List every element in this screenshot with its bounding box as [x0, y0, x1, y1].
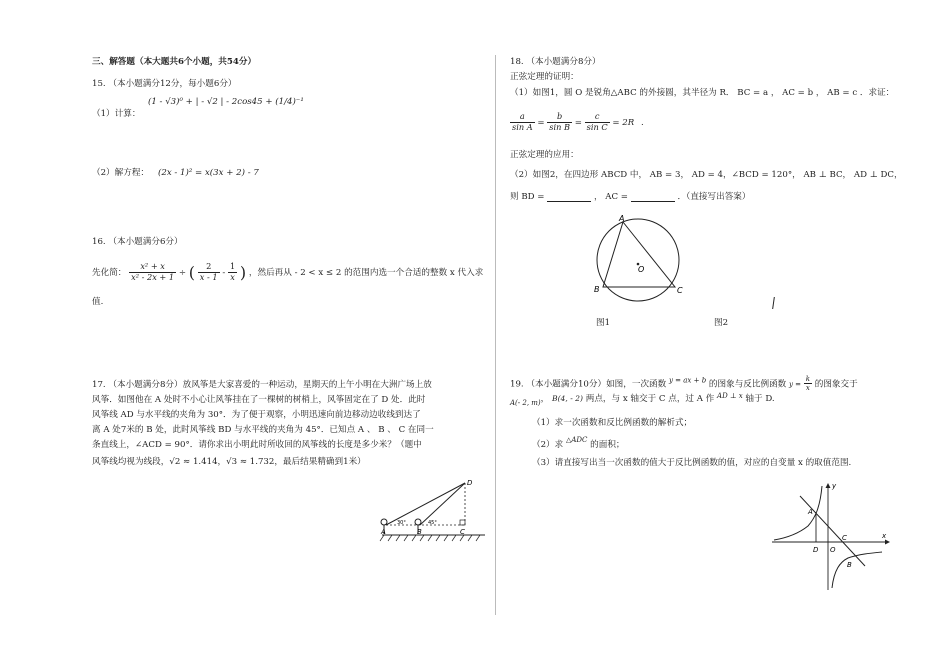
fig1-label-A: A — [619, 214, 625, 223]
q16-frac-a-num: 2 — [198, 262, 220, 273]
fig2-mark — [772, 297, 775, 309]
graph-label-C: C — [842, 534, 847, 542]
q16-frac-a — [198, 262, 220, 283]
fig1-label-O: O — [638, 265, 645, 274]
graph-label-x: x — [882, 532, 887, 540]
q19-item2-triangle: △ADC — [565, 436, 588, 444]
x-axis-arrow — [885, 540, 890, 545]
q16-frac-num: x² + x — [129, 262, 176, 273]
hyperbola-branch-upper-left — [774, 486, 822, 540]
q15-part2-label: （2）解方程： — [92, 168, 150, 178]
q19-line1-c: 的图象与反比例函数 — [708, 379, 787, 390]
graph-label-D: D — [813, 546, 819, 554]
kite-label-B: B — [417, 528, 422, 536]
q19-line1-f: 的图象交于 — [814, 379, 858, 390]
linear-function-line — [800, 496, 865, 566]
q16-frac-b-num: 1 — [229, 261, 236, 271]
q18-formula-sinB: sin B — [549, 121, 570, 132]
q18-formula-sinA: sin A — [512, 121, 533, 132]
q16-minus: - — [222, 267, 226, 278]
q16-frac-b-den: x — [230, 271, 235, 282]
q18-bd-blank[interactable] — [547, 192, 591, 202]
q18-formula-a: a — [510, 112, 535, 123]
kite-angle-45: 45° — [428, 520, 437, 526]
q18-formula-end: . — [640, 117, 644, 128]
q19-point-A: A(- 2, m) — [510, 399, 541, 407]
kite-string-AD — [386, 483, 465, 525]
fig2-caption: 图2 — [714, 318, 729, 328]
fig1-label-C: C — [677, 286, 683, 295]
q15-header: 15. （本小题满分12分，每小题6分） — [92, 79, 237, 89]
q19-item-2 — [532, 436, 625, 450]
q19-point-B: B(4, - 2) — [552, 394, 583, 403]
q19-line2-f: 轴于 D. — [745, 394, 775, 404]
q18-line3-tail: ．（直接写出答案） — [677, 192, 751, 202]
q19-inverse-y: y = — [789, 380, 802, 389]
circumcircle — [597, 219, 679, 301]
q19-perp-x: AD ⊥ x — [717, 392, 743, 400]
q18-header: 18. （本小题满分8分） — [510, 57, 601, 67]
kite-figure — [370, 475, 490, 550]
q19-item2-a: （2）求 — [532, 440, 564, 450]
q17-line-4: 离 A 处7米的 B 处，此时风筝线 BD 与水平线的夹角为 45°．已知点 A 、 B 、 C 在同一 — [92, 425, 434, 435]
q18-ac-label: ， AC = — [593, 192, 628, 202]
q16-frac-b — [228, 262, 237, 283]
q16-divide-op: ÷ — [178, 267, 187, 278]
q16-main-fraction — [129, 262, 176, 283]
q18-formula-c: c — [585, 112, 610, 123]
q18-ac-blank[interactable] — [631, 192, 675, 202]
q16-expression: 先化简： $\frac{\text{x² + x}}{\text{x² - 2x + 1}}$ ÷ ( $\frac{2}{x - 1}$ - $\frac{1}{x}$ ) ，然后再从 - 2 < x ≤ 2 的范围内选一个合适的整数 x 代入求 — [92, 261, 484, 282]
q18-figure1-circle — [588, 212, 698, 302]
q16-frac-a-den: x - 1 — [199, 271, 218, 282]
q17-line-3: 风筝线 AD 与水平线的夹角为 30°．为了便于观察，小明迅速向前边移动边收线到达了 — [92, 410, 421, 420]
q19-linear-fn: y = ax + b — [668, 376, 707, 385]
section-title: 三、解答题（本大题共6个小题，共54分） — [92, 57, 257, 67]
q19-line2-d: 两点，与 x 轴交于 C 点，过 A 作 — [585, 394, 715, 404]
q16-frac-den: x² - 2x + 1 — [131, 271, 175, 282]
q19-function-graph — [770, 478, 890, 593]
q18-formula: $\frac{a}{\text{sin A}}$ = $\frac{b}{\text{sin B}}$ = $\frac{c}{\text{sin C}}$ = 2R . — [512, 111, 644, 132]
graph-label-O: O — [830, 546, 836, 554]
right-angle-mark — [460, 520, 465, 525]
q17-line-5: 条直线上，∠ACD = 90°．请你求出小明此时所收回的风筝线的长度是多少米？（题中 — [92, 440, 422, 450]
q18-formula-sinC: sin C — [586, 121, 608, 132]
q19-item-1: （1）求一次函数和反比例函数的解析式； — [532, 418, 693, 428]
kite-angle-30: 30° — [397, 520, 406, 526]
q18-sub2: 正弦定理的应用： — [510, 150, 579, 160]
triangle-ABC — [603, 222, 675, 287]
kite-label-D: D — [467, 479, 473, 487]
graph-label-B: B — [847, 561, 852, 569]
fig1-label-B: B — [594, 285, 600, 294]
column-divider — [495, 55, 496, 615]
q19-line1-a: 19. （本小题满分10分）如图，一次函数 — [510, 379, 667, 390]
q18-formula-b: b — [547, 112, 572, 123]
q18-bd-label: 则 BD = — [510, 192, 545, 202]
q15-part1-label: （1）计算： — [92, 109, 141, 119]
q17-line-6: 风筝线均视为线段，√2 ≈ 1.414，√3 ≈ 1.732，最后结果精确到1米） — [92, 457, 366, 467]
q18-line2: （2）如图2，在四边形 ABCD 中， AB = 3， AD = 4，∠BCD = 120°， AB ⊥ BC， AD ⊥ DC， — [510, 170, 903, 180]
kite-ground-hatch — [380, 535, 480, 541]
q19-line2-comma: ， — [540, 394, 550, 404]
q19-line2 — [510, 392, 775, 407]
y-axis-arrow — [826, 483, 831, 488]
q16-tail: ，然后再从 - 2 < x ≤ 2 的范围内选一个合适的整数 x 代入求 — [248, 267, 484, 278]
q18-line3 — [510, 192, 751, 202]
q15-part1-expr: (1 - √3)⁰ + | - √2 | - 2cos45 + (1/4)⁻¹ — [148, 97, 304, 107]
q15-part2-expr: (2x - 1)² = x(3x + 2) - 7 — [158, 168, 259, 178]
q17-line-1: 17. （本小题满分8分）放风筝是大家喜爱的一种运动，星期天的上午小明在大洲广场上放 — [92, 380, 432, 390]
kite-label-C: C — [460, 528, 465, 536]
q19-line1 — [510, 375, 858, 393]
q19-item2-c: 的面积； — [590, 440, 625, 450]
q18-sub1: 正弦定理的证明： — [510, 72, 579, 82]
q18-formula-tail: = 2R — [612, 117, 635, 128]
q19-item-3: （3）请直接写出当一次函数的值大于反比例函数的值，对应的自变量 x 的取值范围. — [532, 458, 852, 468]
graph-label-y: y — [832, 482, 837, 490]
kite-label-A: A — [381, 528, 386, 536]
kite-string-BD — [420, 483, 465, 525]
q16-header: 16. （本小题满分6分） — [92, 237, 183, 247]
q18-line1: （1）如图1，圆 O 是锐角△ABC 的外接圆，其半径为 R． BC = a ， AC = b ， AB = c ．求证： — [510, 88, 895, 98]
q16-tail2: 值. — [92, 297, 104, 307]
q16-lead: 先化简： — [92, 267, 127, 278]
q17-line-2: 风筝．如图他在 A 处时不小心让风筝挂在了一棵树的树梢上，风筝固定在了 D 处．此时 — [92, 395, 426, 405]
fig1-caption: 图1 — [596, 318, 611, 328]
graph-label-A: A — [808, 508, 813, 516]
q19-inverse-k: k — [805, 375, 811, 383]
q19-inverse-x: x — [805, 384, 810, 393]
